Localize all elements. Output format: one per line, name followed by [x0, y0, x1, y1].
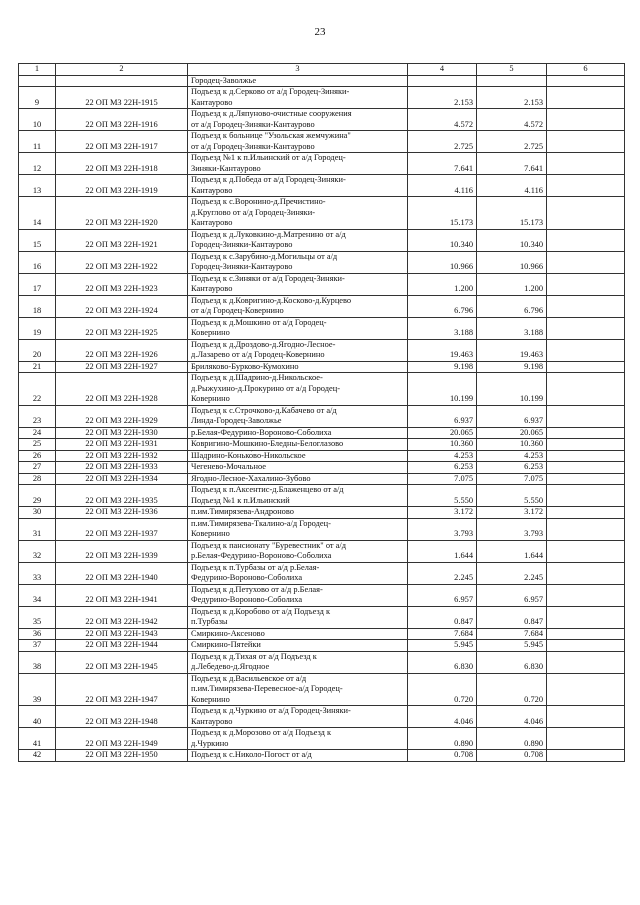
- road-length: 3.188: [408, 317, 477, 339]
- road-length: 0.720: [408, 673, 477, 706]
- table-row: [19, 706, 625, 728]
- row-number: [19, 75, 56, 87]
- table-row: [19, 153, 625, 175]
- row-number: 12: [19, 153, 56, 175]
- road-code: 22 ОП МЗ 22Н-1940: [56, 562, 188, 584]
- road-length: 7.075: [408, 473, 477, 485]
- table-row: [19, 373, 625, 406]
- road-length: 0.708: [408, 750, 477, 762]
- road-length-total: 2.153: [477, 87, 547, 109]
- road-length: 6.937: [408, 405, 477, 427]
- road-code: 22 ОП МЗ 22Н-1916: [56, 109, 188, 131]
- road-length-total: 10.340: [477, 229, 547, 251]
- row-number: 21: [19, 361, 56, 373]
- row-number: 23: [19, 405, 56, 427]
- road-code: 22 ОП МЗ 22Н-1930: [56, 427, 188, 439]
- road-length-total: 6.957: [477, 584, 547, 606]
- note: [547, 273, 625, 295]
- road-code: 22 ОП МЗ 22Н-1924: [56, 295, 188, 317]
- road-length-total: 0.890: [477, 728, 547, 750]
- column-header: 2: [56, 64, 188, 76]
- road-name: Шадрино-Конько́во-Никольское: [188, 450, 408, 462]
- road-length-total: 15.173: [477, 197, 547, 230]
- road-length: 6.796: [408, 295, 477, 317]
- road-name: Подъезд к д.Шадрино-д.Никольское- д.Рыжухино-д.Прокурино от а/д Городец- Ковернино: [188, 373, 408, 406]
- road-length-total: 19.463: [477, 339, 547, 361]
- note: [547, 706, 625, 728]
- table-row: [19, 75, 625, 87]
- table-row: [19, 462, 625, 474]
- road-name: р.Белая-Федурино-Вороново-Соболиха: [188, 427, 408, 439]
- road-length: 9.198: [408, 361, 477, 373]
- road-name: Ковригино-Мошкино-Бледны-Белоглазово: [188, 439, 408, 451]
- road-code: 22 ОП МЗ 22Н-1942: [56, 606, 188, 628]
- road-code: 22 ОП МЗ 22Н-1944: [56, 640, 188, 652]
- road-name: Подъезд к с.Строчково-д.Кабачево от а/д Линда-Городец-Заволжье: [188, 405, 408, 427]
- row-number: 35: [19, 606, 56, 628]
- road-name: Смиркино-Аксеново: [188, 628, 408, 640]
- note: [547, 462, 625, 474]
- road-length-total: 1.644: [477, 540, 547, 562]
- row-number: 37: [19, 640, 56, 652]
- road-code: 22 ОП МЗ 22Н-1928: [56, 373, 188, 406]
- table-row: [19, 339, 625, 361]
- road-code: 22 ОП МЗ 22Н-1917: [56, 131, 188, 153]
- row-number: 39: [19, 673, 56, 706]
- road-length: 3.793: [408, 518, 477, 540]
- column-header: 1: [19, 64, 56, 76]
- note: [547, 518, 625, 540]
- road-name: п.им.Тимирязева-Ткалино-а/д Городец- Ковернино: [188, 518, 408, 540]
- table-row: [19, 251, 625, 273]
- road-length-total: 7.684: [477, 628, 547, 640]
- road-length-total: 4.116: [477, 175, 547, 197]
- row-number: 27: [19, 462, 56, 474]
- road-code: 22 ОП МЗ 22Н-1919: [56, 175, 188, 197]
- table-row: [19, 361, 625, 373]
- table-row: [19, 427, 625, 439]
- note: [547, 373, 625, 406]
- page-number: 23: [314, 26, 326, 38]
- road-name: Подъезд к д.Мошкино от а/д Городец- Ковернино: [188, 317, 408, 339]
- road-code: 22 ОП МЗ 22Н-1927: [56, 361, 188, 373]
- table-row: [19, 439, 625, 451]
- road-length-total: 5.550: [477, 485, 547, 507]
- table-row: [19, 518, 625, 540]
- table-row: [19, 317, 625, 339]
- note: [547, 197, 625, 230]
- road-name: Подъезд к с.Воронино-д.Пречистино- д.Круглово от а/д Городец-Зиняки- Кантаурово: [188, 197, 408, 230]
- road-length: 6.830: [408, 651, 477, 673]
- road-length: 19.463: [408, 339, 477, 361]
- road-length-total: 4.572: [477, 109, 547, 131]
- note: [547, 439, 625, 451]
- road-length: 2.245: [408, 562, 477, 584]
- table-row: [19, 606, 625, 628]
- road-code: 22 ОП МЗ 22Н-1945: [56, 651, 188, 673]
- note: [547, 131, 625, 153]
- note: [547, 251, 625, 273]
- row-number: 33: [19, 562, 56, 584]
- row-number: 40: [19, 706, 56, 728]
- table-row: [19, 197, 625, 230]
- row-number: 28: [19, 473, 56, 485]
- road-length-total: 4.046: [477, 706, 547, 728]
- row-number: 38: [19, 651, 56, 673]
- table-row: [19, 473, 625, 485]
- road-name: Чегенево-Мочальное: [188, 462, 408, 474]
- road-name: Подъезд к д.Петухово от а/д р.Белая- Федурино-Вороново-Соболиха: [188, 584, 408, 606]
- road-length-total: 4.253: [477, 450, 547, 462]
- row-number: 31: [19, 518, 56, 540]
- road-length: [408, 75, 477, 87]
- road-length-total: 1.200: [477, 273, 547, 295]
- road-length-total: 10.966: [477, 251, 547, 273]
- row-number: 14: [19, 197, 56, 230]
- road-length-total: 10.360: [477, 439, 547, 451]
- road-name: Подъезд к д.Луковкино-д.Матренино от а/д Городец-Зиняки-Кантаурово: [188, 229, 408, 251]
- row-number: 30: [19, 507, 56, 519]
- note: [547, 750, 625, 762]
- road-length: 6.957: [408, 584, 477, 606]
- road-code: 22 ОП МЗ 22Н-1933: [56, 462, 188, 474]
- road-length: 0.847: [408, 606, 477, 628]
- table-row: [19, 485, 625, 507]
- row-number: 13: [19, 175, 56, 197]
- note: [547, 485, 625, 507]
- row-number: 15: [19, 229, 56, 251]
- road-name: Подъезд к пансионату "Буревестник" от а/д р.Белая-Федурино-Вороново-Соболиха: [188, 540, 408, 562]
- row-number: 36: [19, 628, 56, 640]
- note: [547, 87, 625, 109]
- road-name: Подъезд №1 к п.Ильинский от а/д Городец- Зиняки-Кантаурово: [188, 153, 408, 175]
- road-code: 22 ОП МЗ 22Н-1922: [56, 251, 188, 273]
- road-name: Смиркино-Пятейки: [188, 640, 408, 652]
- note: [547, 339, 625, 361]
- table-row: [19, 728, 625, 750]
- row-number: 11: [19, 131, 56, 153]
- road-length-total: 6.796: [477, 295, 547, 317]
- row-number: 9: [19, 87, 56, 109]
- table-row: [19, 109, 625, 131]
- table-row: [19, 175, 625, 197]
- table-row: [19, 640, 625, 652]
- column-header: 6: [547, 64, 625, 76]
- road-length: 2.153: [408, 87, 477, 109]
- road-length-total: 2.725: [477, 131, 547, 153]
- table-row: [19, 273, 625, 295]
- road-name: п.им.Тимирязева-Андроново: [188, 507, 408, 519]
- road-name: Подъезд к д.Ляпуново-очистные сооружения от а/д Городец-Зиняки-Кантаурово: [188, 109, 408, 131]
- road-length: 5.550: [408, 485, 477, 507]
- road-code: 22 ОП МЗ 22Н-1943: [56, 628, 188, 640]
- road-length: 1.644: [408, 540, 477, 562]
- road-code: [56, 75, 188, 87]
- road-name: Подъезд к больнице "Узольская жемчужина" от а/д Городец-Зиняки-Кантаурово: [188, 131, 408, 153]
- column-header: 5: [477, 64, 547, 76]
- road-code: 22 ОП МЗ 22Н-1920: [56, 197, 188, 230]
- table-header-row: [19, 64, 625, 76]
- road-code: 22 ОП МЗ 22Н-1934: [56, 473, 188, 485]
- road-length: 4.253: [408, 450, 477, 462]
- road-length-total: 0.847: [477, 606, 547, 628]
- road-length: 0.890: [408, 728, 477, 750]
- road-length-total: 7.075: [477, 473, 547, 485]
- road-length-total: 2.245: [477, 562, 547, 584]
- road-length-total: 6.830: [477, 651, 547, 673]
- note: [547, 153, 625, 175]
- table-row: [19, 295, 625, 317]
- table-row: [19, 507, 625, 519]
- row-number: 25: [19, 439, 56, 451]
- road-code: 22 ОП МЗ 22Н-1915: [56, 87, 188, 109]
- road-length: 3.172: [408, 507, 477, 519]
- row-number: 41: [19, 728, 56, 750]
- road-length: 4.572: [408, 109, 477, 131]
- note: [547, 728, 625, 750]
- road-length: 4.116: [408, 175, 477, 197]
- road-name: Подъезд к д.Коробово от а/д Подъезд к п.Турбазы: [188, 606, 408, 628]
- road-code: 22 ОП МЗ 22Н-1935: [56, 485, 188, 507]
- road-length: 5.945: [408, 640, 477, 652]
- road-code: 22 ОП МЗ 22Н-1941: [56, 584, 188, 606]
- row-number: 20: [19, 339, 56, 361]
- road-name: Ягодно-Лесное-Хахалино-Зубово: [188, 473, 408, 485]
- note: [547, 628, 625, 640]
- road-length-total: 0.720: [477, 673, 547, 706]
- road-length: 6.253: [408, 462, 477, 474]
- row-number: 32: [19, 540, 56, 562]
- road-length-total: 6.253: [477, 462, 547, 474]
- road-code: 22 ОП МЗ 22Н-1948: [56, 706, 188, 728]
- road-name: Городец-Заволжье: [188, 75, 408, 87]
- note: [547, 584, 625, 606]
- note: [547, 562, 625, 584]
- row-number: 18: [19, 295, 56, 317]
- road-code: 22 ОП МЗ 22Н-1932: [56, 450, 188, 462]
- table-row: [19, 562, 625, 584]
- note: [547, 405, 625, 427]
- table-row: [19, 750, 625, 762]
- note: [547, 75, 625, 87]
- note: [547, 673, 625, 706]
- road-length-total: 3.172: [477, 507, 547, 519]
- road-code: 22 ОП МЗ 22Н-1950: [56, 750, 188, 762]
- road-name: Подъезд к д.Морозово от а/д Подъезд к д.Чуркино: [188, 728, 408, 750]
- road-length-total: 3.793: [477, 518, 547, 540]
- table-row: [19, 450, 625, 462]
- road-name: Подъезд к д.Победа от а/д Городец-Зиняки- Кантаурово: [188, 175, 408, 197]
- note: [547, 606, 625, 628]
- row-number: 19: [19, 317, 56, 339]
- road-code: 22 ОП МЗ 22Н-1931: [56, 439, 188, 451]
- note: [547, 175, 625, 197]
- note: [547, 540, 625, 562]
- table-row: [19, 405, 625, 427]
- column-header: 4: [408, 64, 477, 76]
- road-length: 1.200: [408, 273, 477, 295]
- note: [547, 507, 625, 519]
- note: [547, 361, 625, 373]
- road-length-total: 0.708: [477, 750, 547, 762]
- road-name: Подъезд к д.Васильевское от а/д п.им.Тимирязева-Перевесное-а/д Городец- Ковернино: [188, 673, 408, 706]
- road-length: 7.684: [408, 628, 477, 640]
- road-code: 22 ОП МЗ 22Н-1929: [56, 405, 188, 427]
- road-length: 15.173: [408, 197, 477, 230]
- note: [547, 229, 625, 251]
- note: [547, 450, 625, 462]
- road-code: 22 ОП МЗ 22Н-1947: [56, 673, 188, 706]
- note: [547, 651, 625, 673]
- road-length-total: 6.937: [477, 405, 547, 427]
- road-length-total: 20.065: [477, 427, 547, 439]
- road-code: 22 ОП МЗ 22Н-1918: [56, 153, 188, 175]
- road-length: 4.046: [408, 706, 477, 728]
- road-length: 20.065: [408, 427, 477, 439]
- road-code: 22 ОП МЗ 22Н-1936: [56, 507, 188, 519]
- road-name: Подъезд к с.Зарубино-д.Могильцы от а/д Городец-Зиняки-Кантаурово: [188, 251, 408, 273]
- road-code: 22 ОП МЗ 22Н-1937: [56, 518, 188, 540]
- road-name: Бриляково-Бурково-Кумохино: [188, 361, 408, 373]
- road-length: 7.641: [408, 153, 477, 175]
- note: [547, 473, 625, 485]
- row-number: 10: [19, 109, 56, 131]
- table-row: [19, 540, 625, 562]
- row-number: 29: [19, 485, 56, 507]
- road-code: 22 ОП МЗ 22Н-1923: [56, 273, 188, 295]
- note: [547, 295, 625, 317]
- road-code: 22 ОП МЗ 22Н-1939: [56, 540, 188, 562]
- note: [547, 427, 625, 439]
- roads-table: [18, 63, 625, 762]
- row-number: 17: [19, 273, 56, 295]
- road-length: 10.199: [408, 373, 477, 406]
- row-number: 16: [19, 251, 56, 273]
- road-length: 10.966: [408, 251, 477, 273]
- table-row: [19, 584, 625, 606]
- road-length-total: 7.641: [477, 153, 547, 175]
- table-row: [19, 131, 625, 153]
- column-header: 3: [188, 64, 408, 76]
- road-name: Подъезд к с.Николо-Погост от а/д: [188, 750, 408, 762]
- road-name: Подъезд к п.Турбазы от а/д р.Белая- Федурино-Вороново-Соболиха: [188, 562, 408, 584]
- road-length-total: 5.945: [477, 640, 547, 652]
- road-name: Подъезд к д.Ковригино-д.Косково-д.Курцево от а/д Городец-Ковернино: [188, 295, 408, 317]
- road-name: Подъезд к д.Дроздово-д.Ягодно-Лесное- д.Лазарево от а/д Городец-Ковернино: [188, 339, 408, 361]
- road-name: Подъезд к п.Аксентис-д.Блаженцево от а/д Подъезд №1 к п.Ильинский: [188, 485, 408, 507]
- road-length-total: 9.198: [477, 361, 547, 373]
- road-length: 2.725: [408, 131, 477, 153]
- table-row: [19, 87, 625, 109]
- road-length-total: [477, 75, 547, 87]
- road-code: 22 ОП МЗ 22Н-1921: [56, 229, 188, 251]
- road-length-total: 3.188: [477, 317, 547, 339]
- table-row: [19, 229, 625, 251]
- note: [547, 317, 625, 339]
- row-number: 42: [19, 750, 56, 762]
- row-number: 26: [19, 450, 56, 462]
- road-length: 10.360: [408, 439, 477, 451]
- row-number: 34: [19, 584, 56, 606]
- road-length-total: 10.199: [477, 373, 547, 406]
- table-row: [19, 651, 625, 673]
- road-code: 22 ОП МЗ 22Н-1926: [56, 339, 188, 361]
- note: [547, 109, 625, 131]
- table-row: [19, 628, 625, 640]
- row-number: 24: [19, 427, 56, 439]
- road-name: Подъезд к д.Чуркино от а/д Городец-Зиняки- Кантаурово: [188, 706, 408, 728]
- row-number: 22: [19, 373, 56, 406]
- road-code: 22 ОП МЗ 22Н-1949: [56, 728, 188, 750]
- road-name: Подъезд к с.Зиняки от а/д Городец-Зиняки- Кантаурово: [188, 273, 408, 295]
- road-name: Подъезд к д.Тихая от а/д Подъезд к д.Лебедево-д.Ягодное: [188, 651, 408, 673]
- note: [547, 640, 625, 652]
- road-length: 10.340: [408, 229, 477, 251]
- road-name: Подъезд к д.Серково от а/д Городец-Зиняки- Кантаурово: [188, 87, 408, 109]
- road-code: 22 ОП МЗ 22Н-1925: [56, 317, 188, 339]
- table-row: [19, 673, 625, 706]
